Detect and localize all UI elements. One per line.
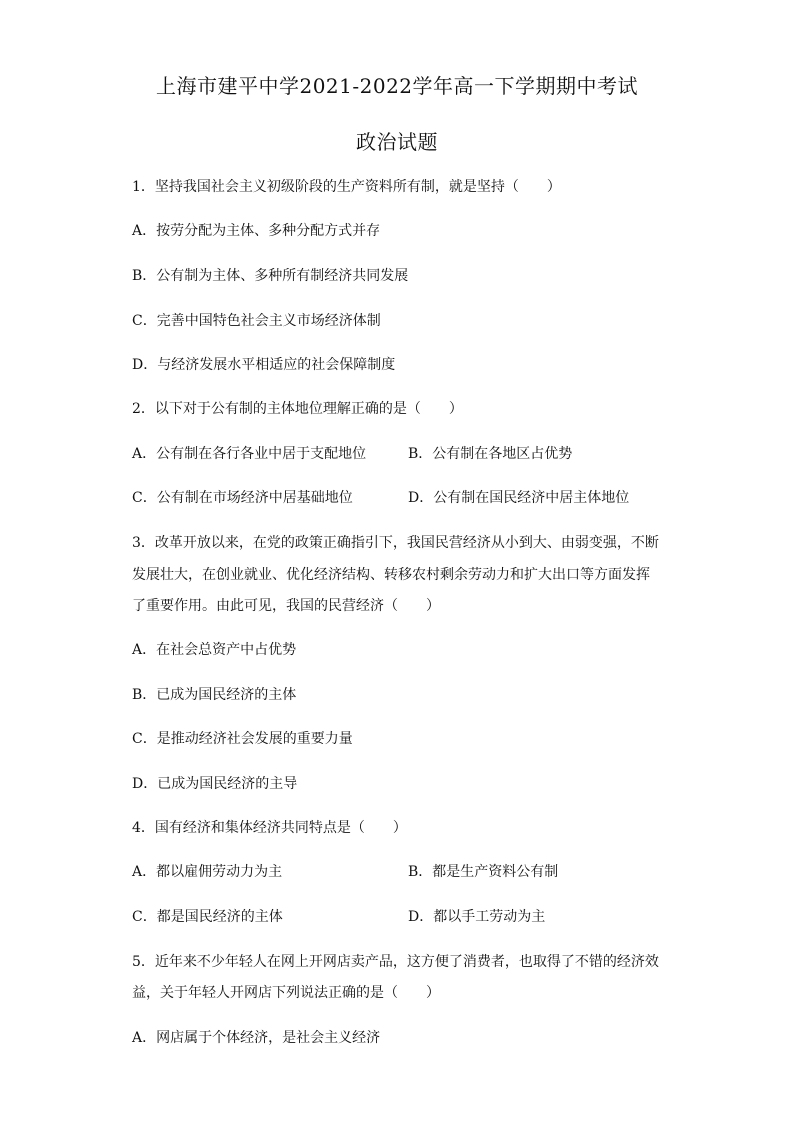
question-3-option-b: B．已成为国民经济的主体	[132, 687, 297, 703]
question-3-option-a: A．在社会总资产中占优势	[132, 642, 297, 658]
exam-title: 上海市建平中学2021-2022学年高一下学期期中考试	[155, 74, 639, 98]
question-2-option-b: B．公有制在各地区占优势	[408, 446, 573, 462]
question-5-stem-line-1: 5．近年来不少年轻人在网上开网店卖产品，这方便了消费者，也取得了不错的经济效	[132, 954, 659, 970]
question-4-option-a: A．都以雇佣劳动力为主	[132, 864, 283, 880]
question-1-option-d: D．与经济发展水平相适应的社会保障制度	[132, 357, 396, 373]
question-1-stem: 1．坚持我国社会主义初级阶段的生产资料所有制，就是坚持（ ）	[132, 179, 561, 195]
question-4-option-d: D．都以手工劳动为主	[408, 909, 546, 925]
question-3-option-c: C．是推动经济社会发展的重要力量	[132, 731, 353, 747]
exam-subject: 政治试题	[356, 130, 438, 154]
question-3-stem-line-2: 发展壮大，在创业就业、优化经济结构、转移农村剩余劳动力和扩大出口等方面发挥	[132, 567, 650, 583]
question-2-stem: 2．以下对于公有制的主体地位理解正确的是（ ）	[132, 401, 463, 417]
question-3-stem-line-1: 3．改革开放以来，在党的政策正确指引下，我国民营经济从小到大、由弱变强，不断	[132, 535, 659, 551]
question-2-option-d: D．公有制在国民经济中居主体地位	[408, 490, 630, 506]
question-3-stem-line-3: 了重要作用。由此可见，我国的民营经济（ ）	[132, 598, 440, 614]
question-5-stem-line-2: 益，关于年轻人开网店下列说法正确的是（ ）	[132, 985, 440, 1001]
question-5-option-a: A．网店属于个体经济，是社会主义经济	[132, 1030, 381, 1046]
question-2-option-c: C．公有制在市场经济中居基础地位	[132, 490, 353, 506]
question-1-option-a: A．按劳分配为主体、多种分配方式并存	[132, 223, 381, 239]
question-3-option-d: D．已成为国民经济的主导	[132, 776, 298, 792]
question-4-stem: 4．国有经济和集体经济共同特点是（ ）	[132, 820, 407, 836]
question-1-option-c: C．完善中国特色社会主义市场经济体制	[132, 313, 381, 329]
question-1-option-b: B．公有制为主体、多种所有制经济共同发展	[132, 268, 409, 284]
question-2-option-a: A．公有制在各行各业中居于支配地位	[132, 446, 367, 462]
question-4-option-b: B．都是生产资料公有制	[408, 864, 559, 880]
question-4-option-c: C．都是国民经济的主体	[132, 909, 283, 925]
